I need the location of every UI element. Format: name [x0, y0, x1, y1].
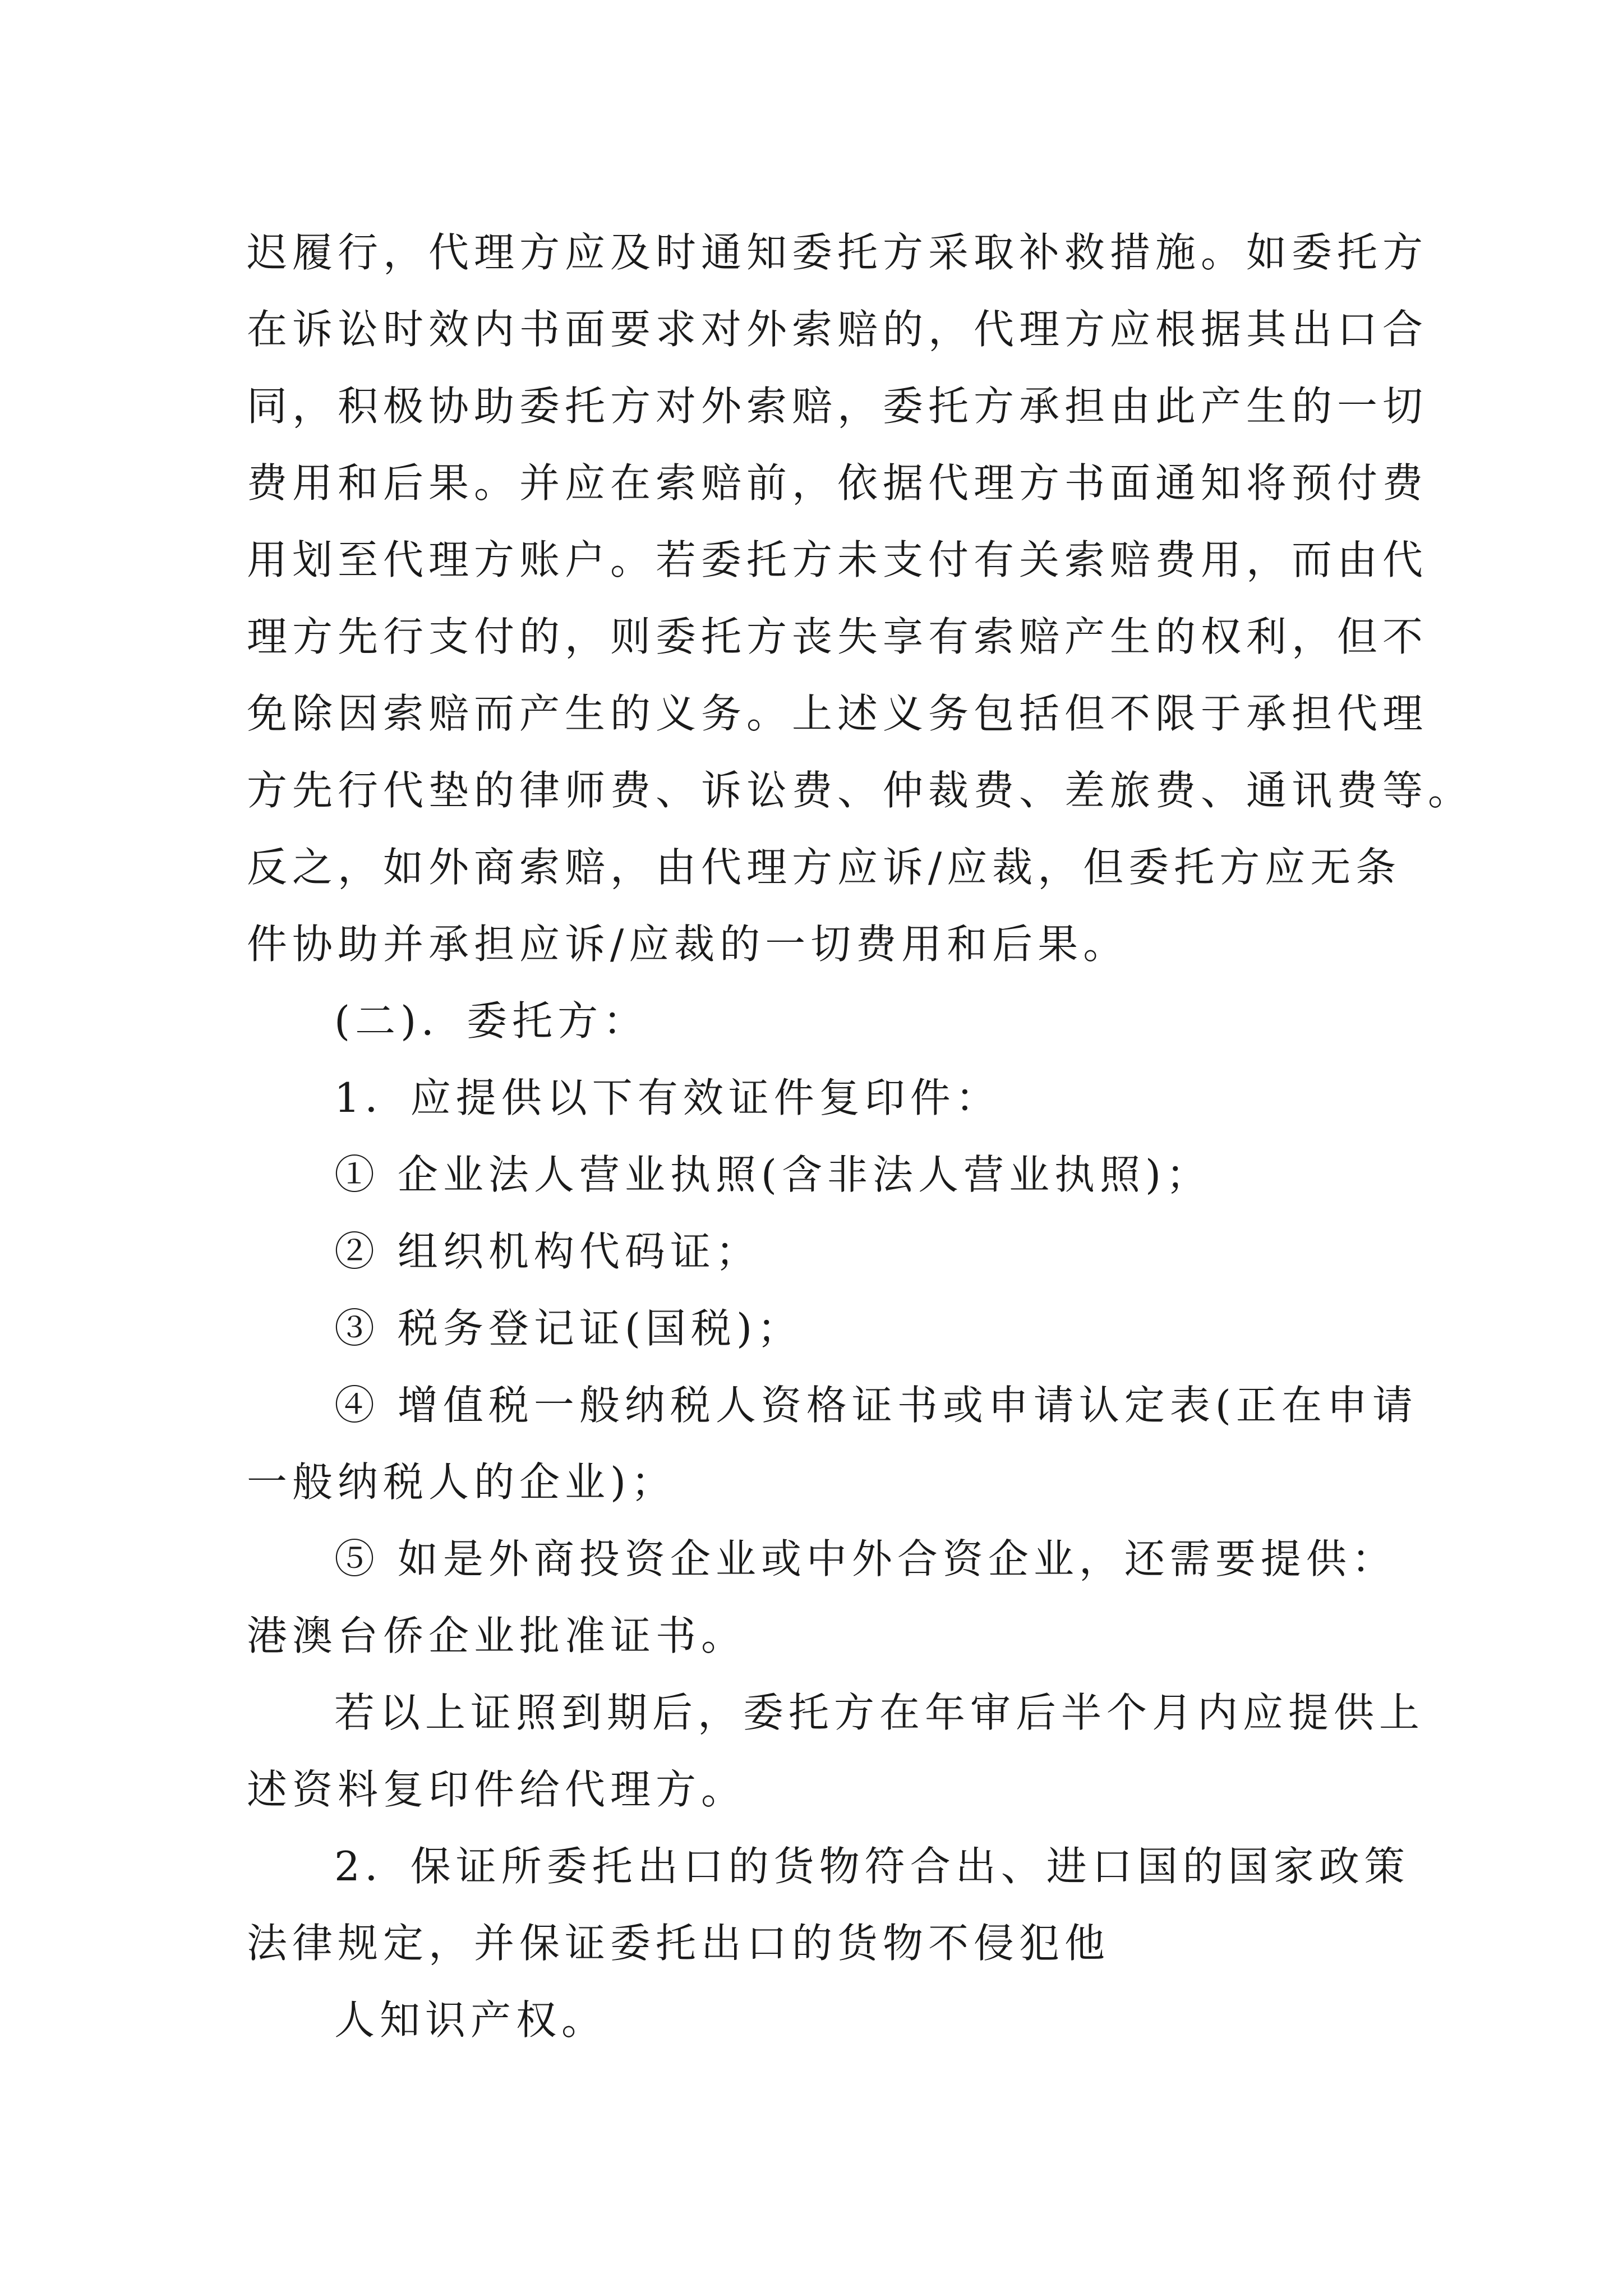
circled-item-5-line-1: ⑤ 如是外商投资企业或中外合资企业，还需要提供： — [334, 1535, 1397, 1582]
paragraph-1-line-7: 免除因索赔而产生的义务。上述义务包括但不限于承担代理 — [247, 690, 1428, 737]
circled-item-2: ② 组织机构代码证； — [334, 1228, 761, 1275]
paragraph-1-line-3: 同，积极协助委托方对外索赔，委托方承担由此产生的一切 — [247, 383, 1428, 430]
expiry-note-line-1: 若以上证照到期后，委托方在年审后半个月内应提供上 — [334, 1689, 1425, 1736]
paragraph-1-line-8: 方先行代垫的律师费、诉讼费、仲裁费、差旅费、通讯费等。 — [247, 767, 1474, 814]
item-1-heading: 1．应提供以下有效证件复印件： — [334, 1074, 1001, 1121]
paragraph-1-line-2: 在诉讼时效内书面要求对外索赔的，代理方应根据其出口合 — [247, 306, 1428, 353]
circled-item-1: ① 企业法人营业执照(含非法人营业执照)； — [334, 1151, 1212, 1198]
circled-item-4-line-1: ④ 增值税一般纳税人资格证书或申请认定表(正在申请 — [334, 1382, 1418, 1429]
paragraph-1-line-10: 件协助并承担应诉/应裁的一切费用和后果。 — [247, 921, 1129, 968]
section-heading: (二)．委托方： — [334, 997, 649, 1045]
circled-item-3: ③ 税务登记证(国税)； — [334, 1305, 803, 1352]
item-2-line-1: 2．保证所委托出口的货物符合出、进口国的国家政策 — [334, 1843, 1410, 1890]
circled-item-4-line-2: 一般纳税人的企业)； — [247, 1458, 677, 1506]
expiry-note-line-2: 述资料复印件给代理方。 — [247, 1766, 747, 1813]
paragraph-1-line-4: 费用和后果。并应在索赔前，依据代理方书面通知将预付费 — [247, 459, 1428, 507]
paragraph-1-line-9: 反之，如外商索赔，由代理方应诉/应裁，但委托方应无条 — [247, 844, 1401, 891]
paragraph-1-line-5: 用划至代理方账户。若委托方未支付有关索赔费用，而由代 — [247, 536, 1428, 583]
paragraph-1-line-1: 迟履行，代理方应及时通知委托方采取补救措施。如委托方 — [247, 229, 1428, 276]
item-2-continuation: 人知识产权。 — [334, 1996, 607, 2044]
circled-item-5-line-2: 港澳台侨企业批准证书。 — [247, 1612, 747, 1659]
paragraph-1-line-6: 理方先行支付的，则委托方丧失享有索赔产生的权利，但不 — [247, 613, 1428, 660]
item-2-line-2: 法律规定，并保证委托出口的货物不侵犯他 — [247, 1920, 1110, 1967]
